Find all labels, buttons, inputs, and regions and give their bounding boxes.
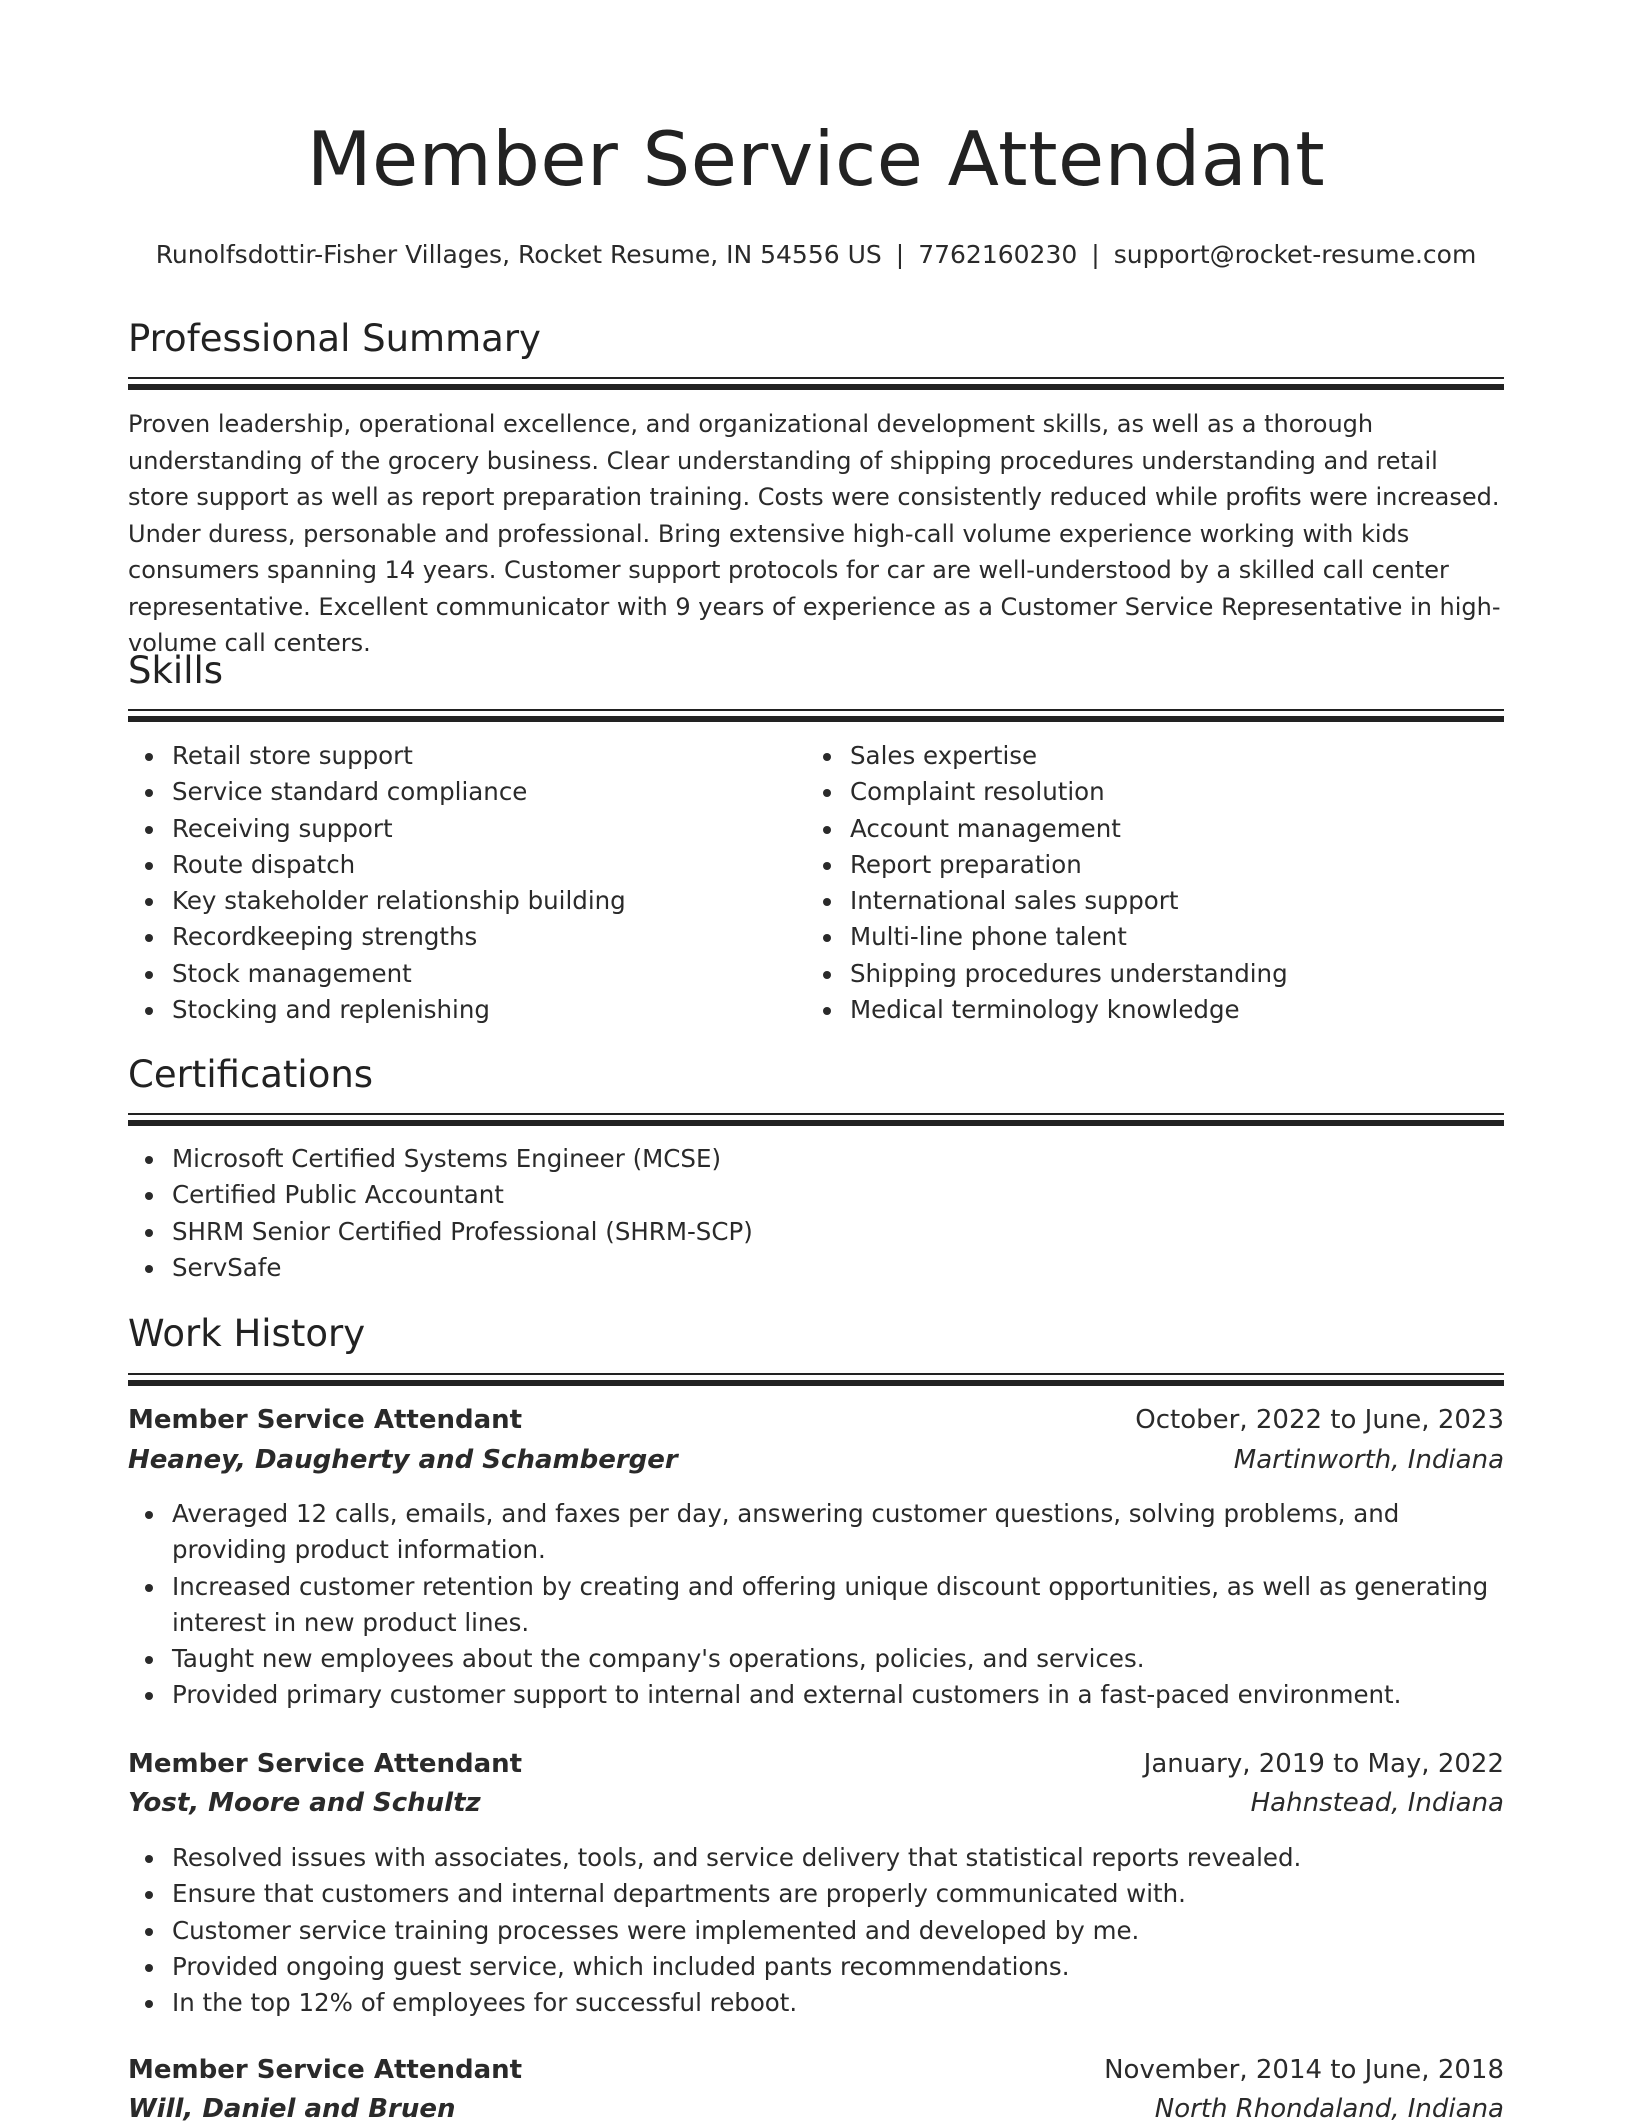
section-divider [128,384,1504,390]
job-company: Will, Daniel and Bruen [128,2094,456,2124]
skill-item: Shipping procedures understanding [850,956,1490,992]
skill-item: Medical terminology knowledge [850,992,1490,1028]
certification-item: ServSafe [172,1250,1502,1286]
job-duty-item: Taught new employees about the company's operations, policies, and services. [172,1641,1504,1677]
skill-item: International sales support [850,883,1490,919]
section-divider [128,1113,1504,1115]
job-duty-item: Ensure that customers and internal departments are properly communicated with. [172,1876,1504,1912]
contact-phone: 7762160230 [918,240,1078,269]
job-duty-item: Averaged 12 calls, emails, and faxes per day, answering customer questions, solving problems, and providing product information. [172,1496,1504,1569]
skills-section-header [128,650,1504,693]
job-duty-item: Provided ongoing guest service, which included pants recommendations. [172,1949,1504,1985]
job-dates: January, 2019 to May, 2022 [1143,1749,1504,1779]
job-location: North Rhondaland, Indiana [1154,2094,1504,2124]
certifications-list [128,1141,1502,1286]
contact-separator: | [1091,240,1100,269]
section-divider [128,709,1504,711]
contact-separator: | [895,240,905,269]
summary-section-header [128,318,1504,361]
skill-item: Key stakeholder relationship building [172,883,812,919]
job-dates: November, 2014 to June, 2018 [1104,2055,1504,2085]
job-duty-item: Increased customer retention by creating and offering unique discount opportunities, as well as generating interest in new product lines. [172,1569,1504,1642]
job-title: Member Service Attendant [128,1749,523,1779]
skill-item: Multi-line phone talent [850,919,1490,955]
skill-item: Route dispatch [172,847,812,883]
job-dates: October, 2022 to June, 2023 [1135,1405,1504,1435]
job-location: Martinworth, Indiana [1233,1445,1504,1475]
skill-item: Report preparation [850,847,1490,883]
certifications-section-header [128,1054,1504,1097]
job-duty-item: Customer service training processes were implemented and developed by me. [172,1913,1504,1949]
skill-item: Complaint resolution [850,774,1490,810]
resume-title: Member Service Attendant [306,115,1326,203]
work-section-header [128,1313,1504,1356]
section-divider [128,1373,1504,1375]
job-duties-list [128,1840,1504,2021]
summary-heading: Professional Summary [128,317,541,360]
section-divider [128,377,1504,379]
skills-heading: Skills [128,649,224,692]
skill-item: Sales expertise [850,738,1490,774]
job-company: Yost, Moore and Schultz [128,1788,481,1818]
job-title: Member Service Attendant [128,1405,523,1435]
certification-item: SHRM Senior Certified Professional (SHRM-SCP) [172,1214,1502,1250]
job-company: Heaney, Daugherty and Schamberger [128,1445,678,1475]
contact-line [128,240,1504,269]
job-duty-item: In the top 12% of employees for successful reboot. [172,1985,1504,2021]
skill-item: Retail store support [172,738,812,774]
job-title: Member Service Attendant [128,2055,523,2085]
skill-item: Account management [850,811,1490,847]
skill-item: Receiving support [172,811,812,847]
job-duty-item: Provided primary customer support to internal and external customers in a fast-paced environment. [172,1677,1504,1713]
section-divider [128,1120,1504,1126]
skill-item: Recordkeeping strengths [172,919,812,955]
job-location: Hahnstead, Indiana [1250,1788,1504,1818]
skill-item: Service standard compliance [172,774,812,810]
certification-item: Certified Public Accountant [172,1177,1502,1213]
section-divider [128,716,1504,722]
skills-list-left [128,738,812,1028]
contact-address: Runolfsdottir-Fisher Villages, Rocket Resume, IN 54556 US [155,240,882,269]
skill-item: Stocking and replenishing [172,992,812,1028]
skills-list-right [806,738,1490,1028]
skill-item: Stock management [172,956,812,992]
section-divider [128,1380,1504,1386]
job-duty-item: Resolved issues with associates, tools, and service delivery that statistical reports revealed. [172,1840,1504,1876]
job-duties-list [128,1496,1504,1714]
contact-email: support@rocket-resume.com [1113,240,1477,269]
summary-text: Proven leadership, operational excellence, and organizational development skills, as well as a thorough understanding of the grocery business. Clear understanding of shipping procedures understanding and retail store support as well as report preparation training. Costs were consistently reduced while profits were increased. Under duress, personable and professional. Bring extensive high-call volume experience working with kids consumers spanning 14 years. Customer support protocols for car are well-understood by a skilled call center representative. Excellent communicator with 9 years of experience as a Customer Service Representative in high-volume call centers. [128,410,1501,657]
work-heading: Work History [128,1312,366,1355]
certifications-heading: Certifications [128,1053,374,1096]
certification-item: Microsoft Certified Systems Engineer (MCSE) [172,1141,1502,1177]
